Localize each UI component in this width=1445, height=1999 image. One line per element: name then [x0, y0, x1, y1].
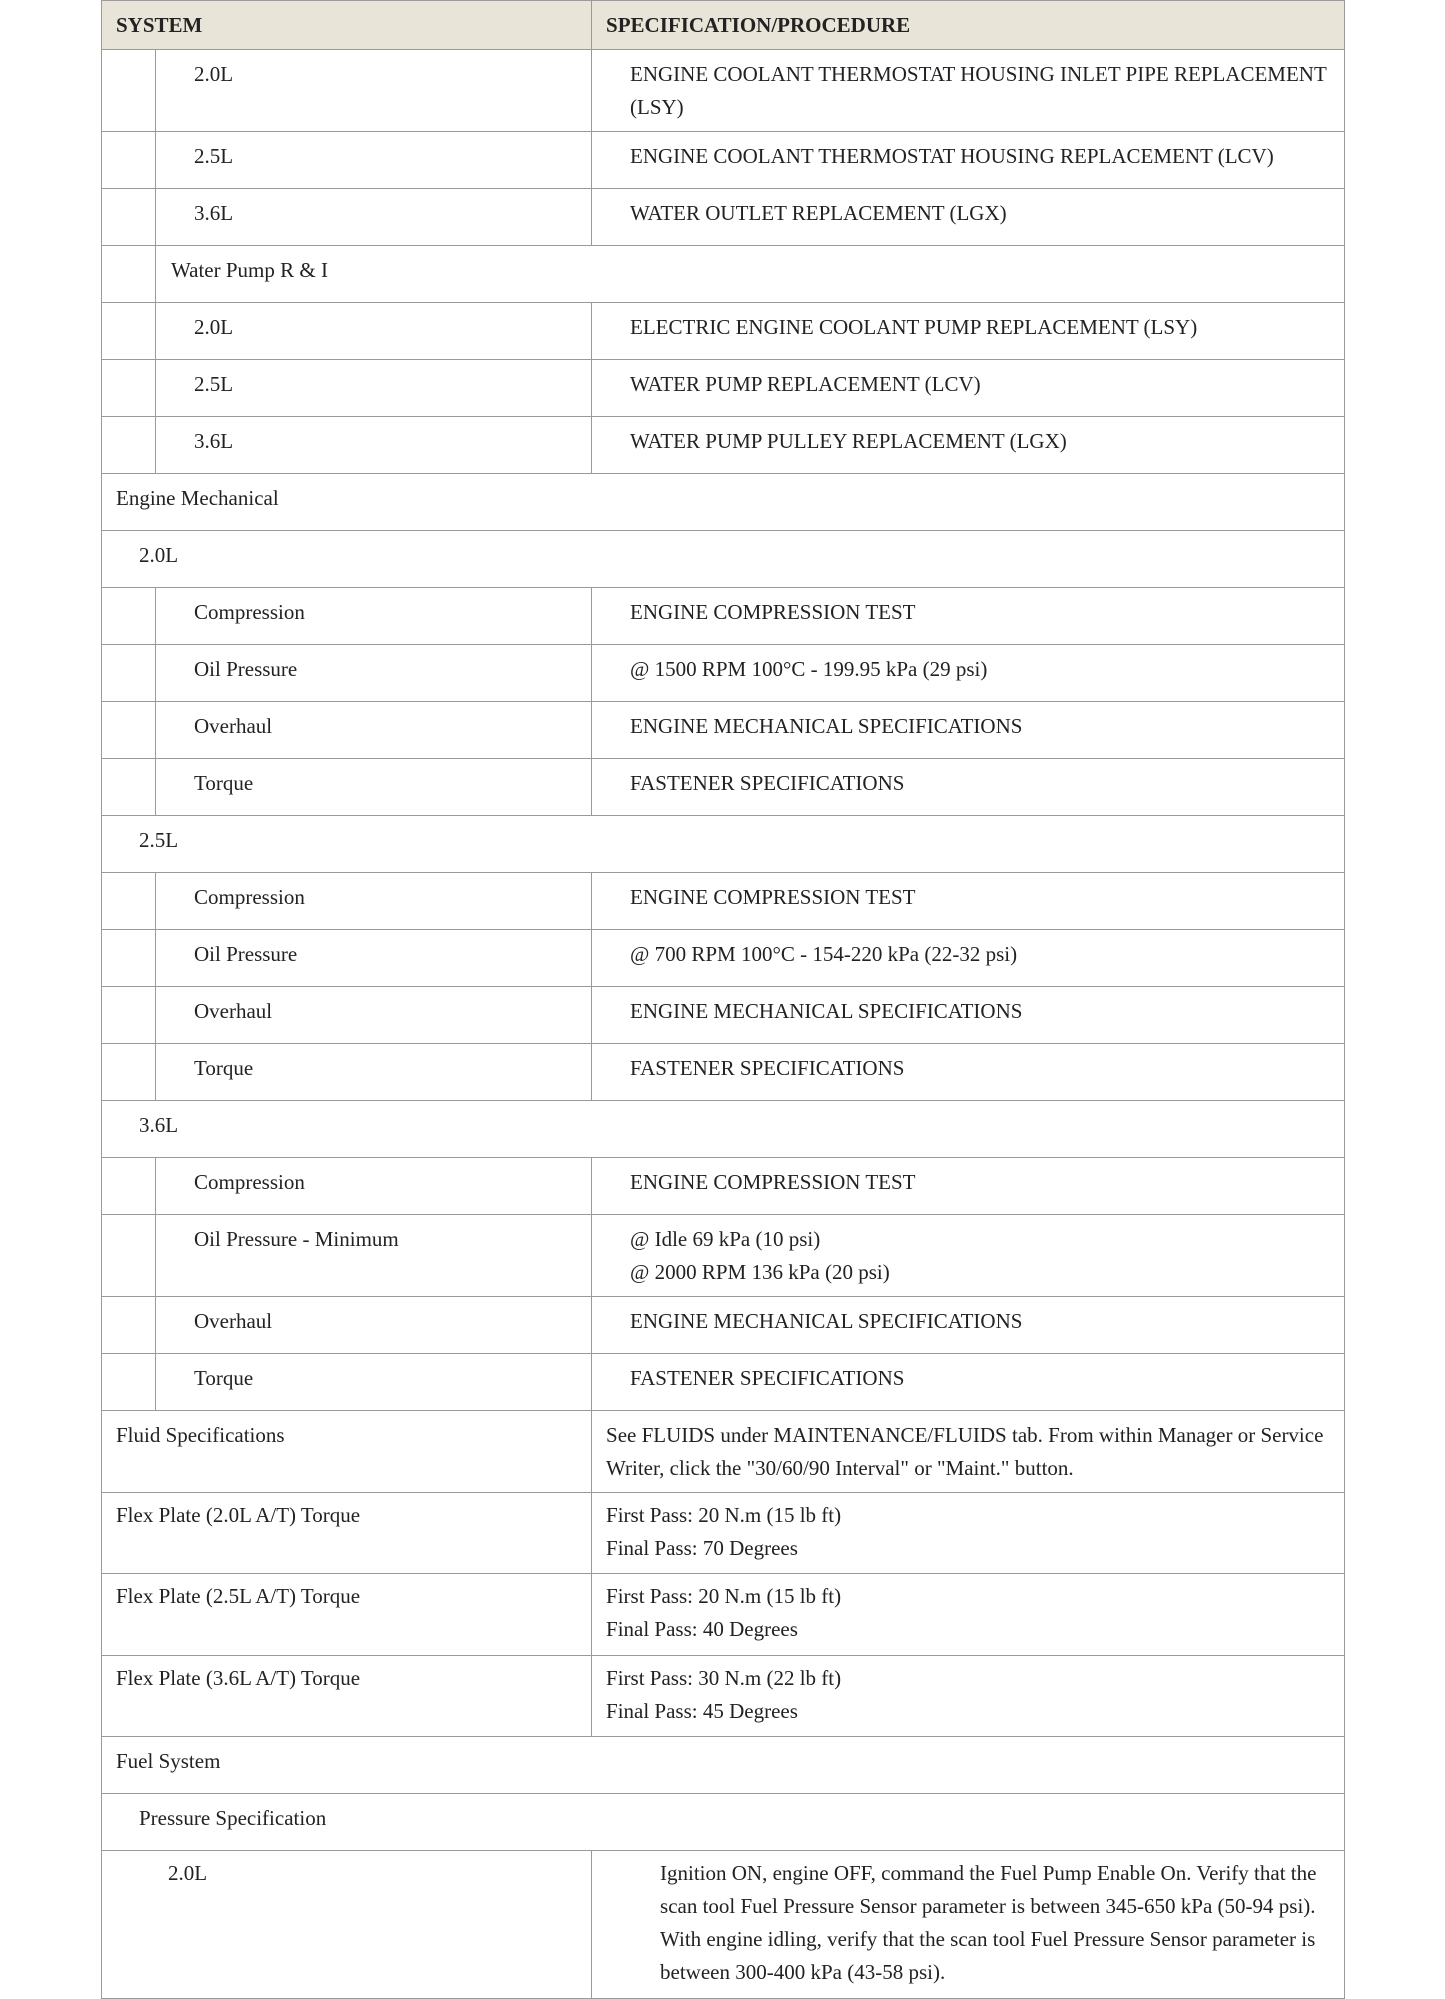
table-row	[102, 303, 1345, 360]
system-column-header: SYSTEM	[102, 1, 592, 50]
section-label: Engine Mechanical	[102, 474, 1345, 531]
indent-cell	[102, 1044, 156, 1101]
engine-cell: 2.5L	[156, 360, 592, 417]
spec-cell: WATER PUMP REPLACEMENT (LCV)	[592, 360, 1345, 417]
table-row	[102, 246, 1345, 303]
spec-cell: ENGINE COOLANT THERMOSTAT HOUSING REPLACEMENT (LCV)	[592, 132, 1345, 189]
spec-cell: ENGINE MECHANICAL SPECIFICATIONS	[592, 987, 1345, 1044]
spec-cell: ENGINE MECHANICAL SPECIFICATIONS	[592, 1297, 1345, 1354]
engine-cell: 2.0L	[102, 1851, 592, 1999]
indent-cell	[102, 360, 156, 417]
item-cell: Overhaul	[156, 987, 592, 1044]
spec-cell: @ 700 RPM 100°C - 154-220 kPa (22-32 psi)	[592, 930, 1345, 987]
indent-cell	[102, 759, 156, 816]
item-cell: Oil Pressure	[156, 930, 592, 987]
table-row	[102, 1656, 1345, 1737]
engine-cell: 2.0L	[156, 50, 592, 132]
indent-cell	[102, 987, 156, 1044]
spec-cell: FASTENER SPECIFICATIONS	[592, 1044, 1345, 1101]
item-cell: Overhaul	[156, 702, 592, 759]
spec-cell: ENGINE COMPRESSION TEST	[592, 588, 1345, 645]
spec-cell	[592, 1215, 1345, 1297]
table-row	[102, 1794, 1345, 1851]
section-label: Fuel System	[102, 1737, 1345, 1794]
spec-cell: FASTENER SPECIFICATIONS	[592, 1354, 1345, 1411]
indent-cell	[102, 1215, 156, 1297]
spec-column-header: SPECIFICATION/PROCEDURE	[592, 1, 1345, 50]
indent-cell	[102, 588, 156, 645]
indent-cell	[102, 702, 156, 759]
table-row	[102, 1851, 1345, 1999]
item-cell: Compression	[156, 588, 592, 645]
spec-cell: WATER PUMP PULLEY REPLACEMENT (LGX)	[592, 417, 1345, 474]
spec-cell: See FLUIDS under MAINTENANCE/FLUIDS tab. From within Manager or Service Writer, click the "30/60/90 Interval" or "Maint." button.	[592, 1411, 1345, 1493]
subsection-label: Pressure Specification	[102, 1794, 1345, 1851]
spec-line: First Pass: 20 N.m (15 lb ft)	[606, 1584, 842, 1608]
spec-line: Final Pass: 40 Degrees	[606, 1617, 798, 1641]
table-row	[102, 987, 1345, 1044]
spec-line: First Pass: 20 N.m (15 lb ft)	[606, 1503, 842, 1527]
spec-cell	[592, 1656, 1345, 1737]
engine-cell: 3.6L	[156, 417, 592, 474]
indent-cell	[102, 1354, 156, 1411]
table-row	[102, 873, 1345, 930]
table-row	[102, 360, 1345, 417]
item-cell: Compression	[156, 1158, 592, 1215]
section-label: Water Pump R & I	[156, 246, 1345, 303]
engine-cell: 3.6L	[156, 189, 592, 246]
system-cell: Flex Plate (3.6L A/T) Torque	[102, 1656, 592, 1737]
indent-cell	[102, 873, 156, 930]
indent-cell	[102, 1158, 156, 1215]
item-cell: Oil Pressure	[156, 645, 592, 702]
spec-cell: WATER OUTLET REPLACEMENT (LGX)	[592, 189, 1345, 246]
table-row	[102, 645, 1345, 702]
specifications-table	[101, 0, 1345, 1999]
spec-cell: ENGINE COMPRESSION TEST	[592, 1158, 1345, 1215]
table-row	[102, 132, 1345, 189]
table-row	[102, 1101, 1345, 1158]
system-cell: Flex Plate (2.5L A/T) Torque	[102, 1574, 592, 1656]
table-row	[102, 417, 1345, 474]
table-row	[102, 1354, 1345, 1411]
subsection-label: 2.0L	[102, 531, 1345, 588]
indent-cell	[102, 1297, 156, 1354]
system-cell: Flex Plate (2.0L A/T) Torque	[102, 1493, 592, 1574]
indent-cell	[102, 645, 156, 702]
spec-line: @ 2000 RPM 136 kPa (20 psi)	[630, 1260, 890, 1284]
item-cell: Torque	[156, 1044, 592, 1101]
indent-cell	[102, 417, 156, 474]
indent-cell	[102, 303, 156, 360]
table-row	[102, 1297, 1345, 1354]
spec-cell: Ignition ON, engine OFF, command the Fuel Pump Enable On. Verify that the scan tool Fuel Pressure Sensor parameter is between 345-650 kPa (50-94 psi). With engine idling, verify that the scan tool Fuel Pressure Sensor parameter is between 300-400 kPa (43-58 psi).	[592, 1851, 1345, 1999]
table-row	[102, 474, 1345, 531]
indent-cell	[102, 930, 156, 987]
table-row	[102, 50, 1345, 132]
table-row	[102, 1411, 1345, 1493]
spec-line: @ Idle 69 kPa (10 psi)	[630, 1227, 821, 1251]
indent-cell	[102, 132, 156, 189]
item-cell: Overhaul	[156, 1297, 592, 1354]
spec-cell	[592, 1574, 1345, 1656]
table-row	[102, 189, 1345, 246]
table-row	[102, 1158, 1345, 1215]
spec-line: Final Pass: 70 Degrees	[606, 1536, 798, 1560]
item-cell: Oil Pressure - Minimum	[156, 1215, 592, 1297]
subsection-label: 2.5L	[102, 816, 1345, 873]
spec-cell: @ 1500 RPM 100°C - 199.95 kPa (29 psi)	[592, 645, 1345, 702]
spec-cell: FASTENER SPECIFICATIONS	[592, 759, 1345, 816]
spec-line: Final Pass: 45 Degrees	[606, 1699, 798, 1723]
spec-cell: ENGINE COMPRESSION TEST	[592, 873, 1345, 930]
table-row	[102, 1574, 1345, 1656]
engine-cell: 2.0L	[156, 303, 592, 360]
table-row	[102, 702, 1345, 759]
spec-line: First Pass: 30 N.m (22 lb ft)	[606, 1666, 842, 1690]
table-row	[102, 759, 1345, 816]
spec-cell: ELECTRIC ENGINE COOLANT PUMP REPLACEMENT (LSY)	[592, 303, 1345, 360]
table-row	[102, 930, 1345, 987]
table-row	[102, 531, 1345, 588]
table-row	[102, 1493, 1345, 1574]
table-row	[102, 1215, 1345, 1297]
item-cell: Torque	[156, 1354, 592, 1411]
spec-cell: ENGINE MECHANICAL SPECIFICATIONS	[592, 702, 1345, 759]
spec-cell: ENGINE COOLANT THERMOSTAT HOUSING INLET PIPE REPLACEMENT (LSY)	[592, 50, 1345, 132]
system-cell: Fluid Specifications	[102, 1411, 592, 1493]
indent-cell	[102, 50, 156, 132]
indent-cell	[102, 189, 156, 246]
item-cell: Torque	[156, 759, 592, 816]
item-cell: Compression	[156, 873, 592, 930]
spec-cell	[592, 1493, 1345, 1574]
table-row	[102, 1044, 1345, 1101]
table-row	[102, 816, 1345, 873]
indent-cell	[102, 246, 156, 303]
table-row	[102, 588, 1345, 645]
engine-cell: 2.5L	[156, 132, 592, 189]
table-row	[102, 1737, 1345, 1794]
table-header-row	[102, 1, 1345, 50]
subsection-label: 3.6L	[102, 1101, 1345, 1158]
